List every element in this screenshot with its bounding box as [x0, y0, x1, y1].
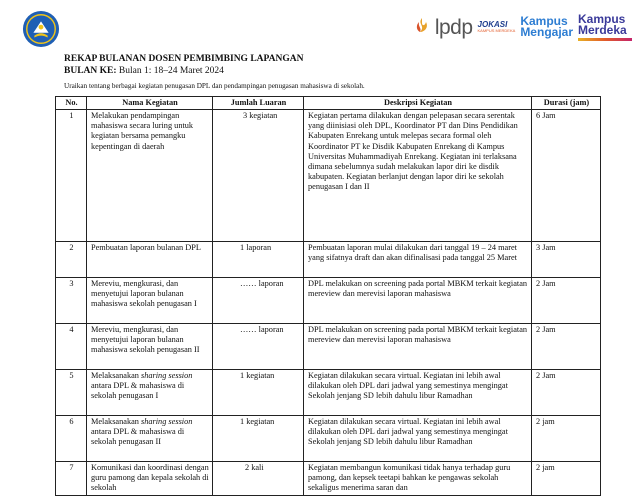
table-row	[56, 110, 601, 242]
cell-no: 6	[56, 416, 87, 462]
cell-kegiatan: Komunikasi dan koordinasi dengan guru pamong dan kepala sekolah di sekolah	[87, 462, 213, 496]
jokasi-logo	[478, 21, 516, 33]
report-table	[55, 96, 601, 496]
cell-no: 7	[56, 462, 87, 496]
luaran-text: 2 kali	[245, 463, 264, 472]
document-description: Uraikan tentang berbagai kegiatan penugasan DPL dan pendampingan penugasan mahasiswa di sekolah.	[64, 82, 365, 90]
luaran-text: …… laporan	[240, 325, 284, 334]
cell-durasi: 6 Jam	[532, 110, 601, 242]
cell-kegiatan	[87, 370, 213, 416]
cell-luaran	[213, 324, 304, 370]
kampus-merdeka-line1: Kampus	[578, 12, 626, 26]
cell-no: 5	[56, 370, 87, 416]
luaran-text: 1 kegiatan	[240, 371, 275, 380]
cell-deskripsi: Pembuatan laporan mulai dilakukan dari tanggal 19 – 24 maret yang sifatnya draft dan akan difinalisasi pada tanggal 25 Maret	[304, 242, 532, 278]
lpdp-logo	[412, 17, 473, 38]
cell-luaran	[213, 278, 304, 324]
luaran-text: …… laporan	[240, 279, 284, 288]
kampus-mengajar-logo	[520, 16, 573, 39]
document-month	[64, 65, 365, 78]
kegiatan-em: sharing session	[141, 417, 193, 426]
kegiatan-post: antara DPL & mahasiswa di sekolah penugasan II	[91, 427, 185, 447]
cell-deskripsi: Kegiatan pertama dilakukan dengan pelepasan secara serentak yang diinisiasi oleh DPL, Koordinator PT dan Dins Pendidikan Kabupaten Enrekang untuk melepas secara formal oleh Koordinator PT ke Disdik Kabupaten Enrekang di Kampus Universitas Muhammadiyah Enrekang. Kegiatan ini terlaksana dimana sebelumnya sudah melakukan lapor diri ke disdik kabupaten. Kegiatan berlanjut dengan lapor diri ke sekolah penugasan I dan II	[304, 110, 532, 242]
cell-deskripsi: DPL melakukan on screening pada portal MBKM terkait kegiatan mereview dan merevisi laporan mahasiswa	[304, 324, 532, 370]
cell-kegiatan: Mereviu, mengkurasi, dan menyetujui laporan bulanan mahasiswa sekolah penugasan II	[87, 324, 213, 370]
header-jumlah-luaran: Jumlah Luaran	[213, 97, 304, 110]
cell-luaran	[213, 416, 304, 462]
cell-deskripsi: Kegiatan dilakukan secara virtual. Kegiatan ini lebih awal dilakukan oleh DPL dari jadwal yang semestinya mengingat Sekolah jenjang SD lebih dahulu libur Ramadhan	[304, 370, 532, 416]
cell-kegiatan: Mereviu, mengkurasi, dan menyetujui laporan bulanan mahasiswa sekolah penugasan I	[87, 278, 213, 324]
month-label: BULAN KE:	[64, 66, 117, 76]
cell-kegiatan: Pembuatan laporan bulanan DPL	[87, 242, 213, 278]
cell-durasi: 2 jam	[532, 462, 601, 496]
cell-durasi: 3 Jam	[532, 242, 601, 278]
table-header-row	[56, 97, 601, 110]
table-row	[56, 324, 601, 370]
header-deskripsi-kegiatan: Deskripsi Kegiatan	[304, 97, 532, 110]
cell-durasi: 2 Jam	[532, 370, 601, 416]
header-no: No.	[56, 97, 87, 110]
lpdp-text: lpdp	[434, 15, 473, 39]
table-row	[56, 370, 601, 416]
cell-luaran	[213, 110, 304, 242]
table-row	[56, 242, 601, 278]
kegiatan-pre: Melaksanakan	[91, 417, 141, 426]
cell-luaran	[213, 242, 304, 278]
cell-durasi: 2 Jam	[532, 324, 601, 370]
kegiatan-pre: Melaksanakan	[91, 371, 141, 380]
cell-kegiatan: Melakukan pendampingan mahasiswa secara luring untuk kegiatan bersama pemangku kepentingan di daerah	[87, 110, 213, 242]
partner-logos	[412, 14, 632, 41]
cell-durasi: 2 jam	[532, 416, 601, 462]
kampus-merdeka-color-bar	[578, 38, 632, 41]
kampus-merdeka-logo	[578, 14, 632, 41]
header-durasi: Durasi (jam)	[532, 97, 601, 110]
cell-kegiatan	[87, 416, 213, 462]
header-bar	[0, 0, 638, 60]
luaran-text: 3 kegiatan	[243, 111, 278, 120]
table-row	[56, 416, 601, 462]
month-value: Bulan 1: 18–24 Maret 2024	[118, 66, 224, 76]
document-title: REKAP BULANAN DOSEN PEMBIMBING LAPANGAN	[64, 54, 304, 64]
cell-durasi: 2 Jam	[532, 278, 601, 324]
jokasi-text: JOKASI	[477, 20, 508, 30]
cell-deskripsi: Kegiatan membangun komunikasi tidak hanya terhadap guru pamong, dan kepsek teetapi bahkan ke pengawas sekolah sekaligus menerima saran dan	[304, 462, 532, 496]
kegiatan-em: sharing session	[141, 371, 193, 380]
cell-luaran	[213, 370, 304, 416]
cell-deskripsi: DPL melakukan on screening pada portal MBKM terkait kegiatan mereview dan merevisi laporan mahasiswa	[304, 278, 532, 324]
kemendikbud-logo-icon	[22, 10, 60, 48]
cell-no: 3	[56, 278, 87, 324]
cell-no: 2	[56, 242, 87, 278]
cell-no: 1	[56, 110, 87, 242]
cell-deskripsi: Kegiatan dilakukan secara virtual. Kegiatan ini lebih awal dilakukan oleh DPL dari jadwal yang semestinya mengingat Sekolah jenjang SD lebih dahulu libur Ramadhan	[304, 416, 532, 462]
header-nama-kegiatan: Nama Kegiatan	[87, 97, 213, 110]
title-block	[64, 53, 365, 91]
kampus-merdeka-line2: Merdeka	[578, 23, 627, 38]
kampus-mengajar-line1: Kampus	[520, 14, 568, 28]
jokasi-sub: KAMPUS MERDEKA	[477, 28, 516, 34]
kegiatan-post: antara DPL & mahasiswa di sekolah penugasan I	[91, 381, 185, 401]
table-row	[56, 462, 601, 496]
cell-luaran	[213, 462, 304, 496]
luaran-text: 1 laporan	[240, 243, 272, 252]
kampus-mengajar-line2: Mengajar	[520, 25, 573, 40]
cell-no: 4	[56, 324, 87, 370]
luaran-text: 1 kegiatan	[240, 417, 275, 426]
table-row	[56, 278, 601, 324]
lpdp-flame-icon	[412, 17, 432, 37]
